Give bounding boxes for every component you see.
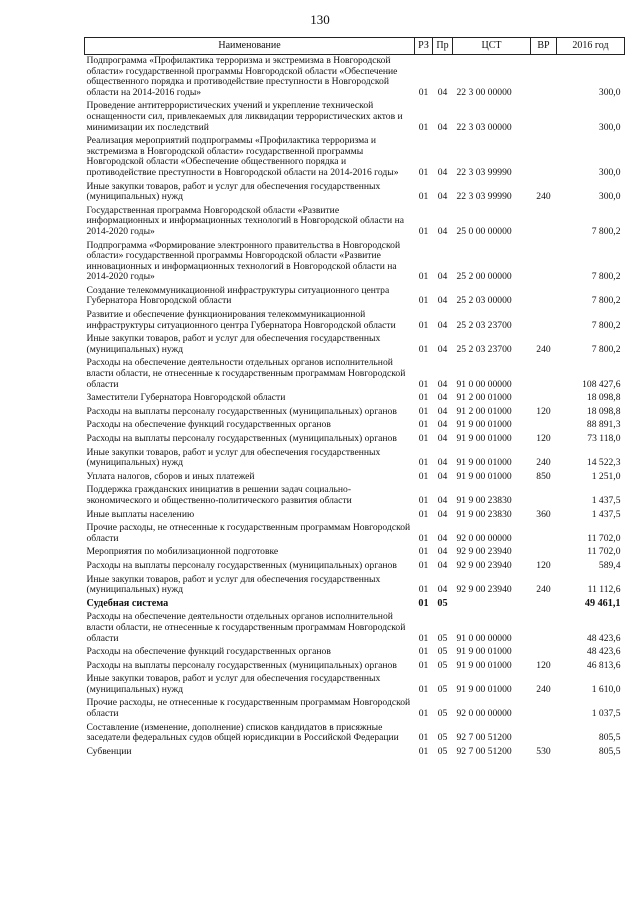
row-name: Расходы на обеспечение функций государственных органов xyxy=(86,419,331,431)
row-vr: 240 xyxy=(536,191,551,203)
row-vr: 240 xyxy=(536,343,551,355)
row-rz: 01 xyxy=(418,295,429,307)
row-vr: 240 xyxy=(536,584,551,596)
row-pr: 05 xyxy=(437,708,448,720)
row-amount: 48 423,6 xyxy=(586,632,621,644)
row-vr: 360 xyxy=(536,508,551,520)
row-amount: 1 610,0 xyxy=(591,683,621,695)
row-pr: 05 xyxy=(437,683,448,695)
row-name: Развитие и обеспечение функционирования телекоммуникационной инфраструктуры ситуационного центра Губернатора Новгородской области xyxy=(86,309,396,331)
row-amount: 1 437,5 xyxy=(591,508,621,520)
row-amount: 11 702,0 xyxy=(587,532,621,544)
row-name: Прочие расходы, не отнесенные к государственным программам Новгородской области xyxy=(86,697,411,720)
table-row xyxy=(85,205,625,240)
row-amount: 300,0 xyxy=(598,191,621,203)
row-rz: 01 xyxy=(418,225,429,237)
row-pr: 04 xyxy=(437,166,448,178)
row-pr: 04 xyxy=(437,508,448,520)
row-vr: 850 xyxy=(536,470,551,482)
row-cst: 91 2 00 01000 xyxy=(456,392,512,404)
row-name: Расходы на обеспечение деятельности отдельных органов исполнительной власти области, не отнесенные к государственным программам Новгородской области xyxy=(86,611,406,644)
row-rz: 01 xyxy=(418,392,429,404)
row-name: Расходы на выплаты персоналу государственных (муниципальных) органов xyxy=(86,559,397,571)
row-pr: 04 xyxy=(437,494,448,506)
row-pr: 04 xyxy=(437,457,448,469)
row-cst: 92 9 00 23940 xyxy=(456,584,512,596)
row-cst: 92 7 00 51200 xyxy=(456,745,512,757)
row-name: Иные закупки товаров, работ и услуг для обеспечения государственных (муниципальных) нужд xyxy=(86,180,381,203)
row-pr: 04 xyxy=(437,584,448,596)
row-rz: 01 xyxy=(418,532,429,544)
row-cst: 92 0 00 00000 xyxy=(456,532,512,544)
row-vr xyxy=(531,697,557,721)
table-row xyxy=(85,673,625,697)
row-pr: 04 xyxy=(437,419,448,431)
row-vr: 240 xyxy=(536,683,551,695)
table-row xyxy=(85,509,625,523)
table-row xyxy=(85,660,625,674)
row-rz: 01 xyxy=(418,343,429,355)
row-vr xyxy=(531,646,557,660)
table-body xyxy=(85,55,625,760)
row-cst xyxy=(453,598,531,612)
row-rz: 01 xyxy=(418,584,429,596)
row-pr: 04 xyxy=(437,378,448,390)
row-pr: 04 xyxy=(437,433,448,444)
row-vr: 240 xyxy=(536,457,551,469)
table-row xyxy=(85,392,625,406)
row-pr: 04 xyxy=(437,532,448,544)
row-pr: 04 xyxy=(437,392,448,404)
header-year: 2016 год xyxy=(557,38,625,55)
table-row xyxy=(85,181,625,205)
row-rz: 01 xyxy=(418,378,429,390)
header-rz: РЗ xyxy=(415,38,433,55)
row-name: Субвенции xyxy=(86,745,132,757)
table-row xyxy=(85,447,625,471)
row-rz: 01 xyxy=(418,271,429,283)
row-cst: 91 9 00 01000 xyxy=(456,683,512,695)
row-cst: 22 3 03 00000 xyxy=(456,121,512,133)
row-name: Судебная система xyxy=(86,597,169,609)
row-rz: 01 xyxy=(418,508,429,520)
row-pr: 05 xyxy=(437,597,448,609)
row-vr xyxy=(531,135,557,180)
row-amount: 1 037,5 xyxy=(591,708,621,720)
row-pr: 05 xyxy=(437,659,448,671)
row-vr xyxy=(531,240,557,285)
row-name: Заместители Губернатора Новгородской области xyxy=(86,392,286,404)
row-vr: 120 xyxy=(536,405,551,417)
row-amount: 48 423,6 xyxy=(586,646,621,658)
row-vr xyxy=(531,419,557,433)
table-row xyxy=(85,722,625,746)
row-vr: 120 xyxy=(536,559,551,571)
row-vr: 530 xyxy=(536,745,551,757)
row-amount: 73 118,0 xyxy=(587,433,621,444)
row-name: Иные закупки товаров, работ и услуг для обеспечения государственных (муниципальных) нужд xyxy=(86,333,381,355)
row-cst: 91 9 00 01000 xyxy=(456,470,512,482)
table-row xyxy=(85,746,625,760)
row-vr xyxy=(531,205,557,240)
row-cst: 91 9 00 01000 xyxy=(456,646,512,658)
row-name: Подпрограмма «Формирование электронного правительства в Новгородской области» государственной программы Новгородской области «Развитие инновационных и информационных технологий в Новгородской области на 2014-2020 годы» xyxy=(86,239,401,283)
row-cst: 25 2 00 00000 xyxy=(456,271,512,283)
budget-table xyxy=(84,37,625,759)
row-rz: 01 xyxy=(418,708,429,720)
row-rz: 01 xyxy=(418,646,429,658)
row-amount: 300,0 xyxy=(598,86,621,98)
table-row xyxy=(85,574,625,598)
page-number: 130 xyxy=(310,12,330,27)
row-vr: 120 xyxy=(536,659,551,671)
row-rz: 01 xyxy=(418,546,429,558)
row-amount: 300,0 xyxy=(598,121,621,133)
row-pr: 04 xyxy=(437,470,448,482)
row-amount: 1 251,0 xyxy=(591,470,621,482)
table-row xyxy=(85,406,625,420)
row-vr xyxy=(531,611,557,646)
row-rz: 01 xyxy=(418,86,429,98)
row-name: Уплата налогов, сборов и иных платежей xyxy=(86,470,255,482)
row-cst: 92 9 00 23940 xyxy=(456,546,512,558)
header-vr: ВР xyxy=(531,38,557,55)
row-rz: 01 xyxy=(418,319,429,331)
header-name: Наименование xyxy=(85,38,415,55)
row-amount: 18 098,8 xyxy=(586,392,621,404)
row-name: Иные закупки товаров, работ и услуг для обеспечения государственных (муниципальных) нужд xyxy=(86,573,381,596)
row-name: Создание телекоммуникационной инфраструктуры ситуационного центра Губернатора Новгородской области xyxy=(86,284,390,307)
row-rz: 01 xyxy=(418,745,429,757)
row-cst: 25 2 03 00000 xyxy=(456,295,512,307)
row-cst: 25 2 03 23700 xyxy=(456,343,512,355)
row-cst: 91 0 00 00000 xyxy=(456,378,512,390)
row-name: Иные закупки товаров, работ и услуг для обеспечения государственных (муниципальных) нужд xyxy=(86,446,381,469)
row-name: Мероприятия по мобилизационной подготовке xyxy=(86,546,279,558)
row-vr xyxy=(531,285,557,309)
row-rz: 01 xyxy=(418,470,429,482)
row-rz: 01 xyxy=(418,597,429,609)
row-cst: 25 2 03 23700 xyxy=(456,319,512,331)
row-vr xyxy=(531,357,557,392)
row-rz: 01 xyxy=(418,419,429,431)
row-cst: 91 0 00 00000 xyxy=(456,632,512,644)
row-vr xyxy=(531,55,557,101)
row-amount: 7 800,2 xyxy=(591,295,621,307)
table-header xyxy=(85,38,625,55)
row-amount: 14 522,3 xyxy=(586,457,621,469)
table-row xyxy=(85,100,625,135)
row-name: Иные закупки товаров, работ и услуг для обеспечения государственных (муниципальных) нужд xyxy=(86,673,381,695)
row-name: Расходы на выплаты персоналу государственных (муниципальных) органов xyxy=(86,405,397,417)
row-name: Составление (изменение, дополнение) списков кандидатов в присяжные заседатели федеральных судов общей юрисдикции в Российской Федерации xyxy=(86,721,399,744)
row-pr: 05 xyxy=(437,632,448,644)
table-row xyxy=(85,611,625,646)
row-cst: 91 9 00 01000 xyxy=(456,659,512,671)
row-pr: 04 xyxy=(437,343,448,355)
row-rz: 01 xyxy=(418,659,429,671)
table-row xyxy=(85,309,625,333)
header-cst: ЦСТ xyxy=(453,38,531,55)
row-pr: 04 xyxy=(437,546,448,558)
row-amount: 88 891,3 xyxy=(586,419,621,431)
row-cst: 22 3 03 99990 xyxy=(456,166,512,178)
row-rz: 01 xyxy=(418,732,429,744)
row-vr xyxy=(531,309,557,333)
table-row xyxy=(85,285,625,309)
row-rz: 01 xyxy=(418,494,429,506)
row-rz: 01 xyxy=(418,405,429,417)
row-rz: 01 xyxy=(418,433,429,444)
row-cst: 92 9 00 23940 xyxy=(456,559,512,571)
row-vr xyxy=(531,598,557,612)
row-amount: 11 702,0 xyxy=(587,546,621,558)
row-cst: 25 0 00 00000 xyxy=(456,225,512,237)
row-name: Подпрограмма «Профилактика терроризма и экстремизма в Новгородской области» государственной программы Новгородской области «Обеспечение общественного порядка и противодействие преступности в Новгородской области на 2014-2016 годы» xyxy=(86,55,398,98)
row-vr: 120 xyxy=(536,433,551,444)
row-rz: 01 xyxy=(418,683,429,695)
row-amount: 7 800,2 xyxy=(591,343,621,355)
table-row xyxy=(85,471,625,485)
row-name: Реализация мероприятий подпрограммы «Профилактика терроризма и экстремизма в Новгородской области» государственной программы Новгородской области «Обеспечение общественного порядка и противодействие преступности в Новгородской области на 2014-2016 годы» xyxy=(86,135,399,178)
row-pr: 04 xyxy=(437,319,448,331)
row-cst: 91 9 00 01000 xyxy=(456,433,512,444)
row-amount: 805,5 xyxy=(598,732,621,744)
row-rz: 01 xyxy=(418,457,429,469)
row-vr xyxy=(531,546,557,560)
table-row xyxy=(85,697,625,721)
row-pr: 04 xyxy=(437,559,448,571)
row-amount: 46 813,6 xyxy=(586,659,621,671)
table-row xyxy=(85,484,625,508)
row-amount: 49 461,1 xyxy=(584,597,621,609)
table-row xyxy=(85,240,625,285)
row-vr xyxy=(531,484,557,508)
row-name: Поддержка гражданских инициатив в решении задач социально-экономического и общественно-политического развития области xyxy=(86,484,352,506)
row-pr: 04 xyxy=(437,191,448,203)
row-rz: 01 xyxy=(418,191,429,203)
row-pr: 04 xyxy=(437,405,448,417)
row-name: Расходы на обеспечение функций государственных органов xyxy=(86,646,331,658)
row-cst: 91 9 00 01000 xyxy=(456,419,512,431)
table-row xyxy=(85,522,625,546)
row-rz: 01 xyxy=(418,121,429,133)
row-pr: 05 xyxy=(437,745,448,757)
row-cst: 91 9 00 01000 xyxy=(456,457,512,469)
table-row xyxy=(85,135,625,180)
row-amount: 7 800,2 xyxy=(591,225,621,237)
table-row xyxy=(85,333,625,357)
row-vr xyxy=(531,100,557,135)
table-row xyxy=(85,433,625,447)
row-amount: 805,5 xyxy=(598,745,621,757)
row-name: Расходы на выплаты персоналу государственных (муниципальных) органов xyxy=(86,433,397,444)
row-pr: 05 xyxy=(437,732,448,744)
row-name: Иные выплаты населению xyxy=(86,508,195,520)
row-vr xyxy=(531,722,557,746)
row-cst: 22 3 03 99990 xyxy=(456,191,512,203)
row-amount: 1 437,5 xyxy=(591,494,621,506)
row-cst: 91 9 00 23830 xyxy=(456,494,512,506)
row-name: Проведение антитеррористических учений и укрепление технической оснащенности сил, привлекаемых для ликвидации террористических актов и минимизации их последствий xyxy=(86,100,403,133)
row-amount: 11 112,6 xyxy=(587,584,621,596)
row-cst: 91 9 00 23830 xyxy=(456,508,512,520)
row-amount: 18 098,8 xyxy=(586,405,621,417)
row-pr: 04 xyxy=(437,295,448,307)
header-pr: Пр xyxy=(433,38,453,55)
table-row xyxy=(85,646,625,660)
table-row xyxy=(85,357,625,392)
table-row xyxy=(85,419,625,433)
row-pr: 05 xyxy=(437,646,448,658)
table-row xyxy=(85,560,625,574)
row-amount: 300,0 xyxy=(598,166,621,178)
row-name: Расходы на обеспечение деятельности отдельных органов исполнительной власти области, не отнесенные к государственным программам Новгородской области xyxy=(86,357,406,390)
row-pr: 04 xyxy=(437,121,448,133)
row-name: Прочие расходы, не отнесенные к государственным программам Новгородской области xyxy=(86,522,411,544)
row-pr: 04 xyxy=(437,271,448,283)
row-cst: 92 0 00 00000 xyxy=(456,708,512,720)
table-row xyxy=(85,546,625,560)
row-cst: 91 2 00 01000 xyxy=(456,405,512,417)
row-rz: 01 xyxy=(418,166,429,178)
table-row xyxy=(85,55,625,101)
row-rz: 01 xyxy=(418,559,429,571)
row-cst: 92 7 00 51200 xyxy=(456,732,512,744)
table-row xyxy=(85,598,625,612)
row-vr xyxy=(531,522,557,546)
row-amount: 7 800,2 xyxy=(591,319,621,331)
row-pr: 04 xyxy=(437,86,448,98)
row-amount: 7 800,2 xyxy=(591,271,621,283)
row-name: Государственная программа Новгородской области «Развитие информационных и информационных технологий в Новгородской области на 2014-2020 годы» xyxy=(86,204,404,237)
row-rz: 01 xyxy=(418,632,429,644)
row-amount: 589,4 xyxy=(598,559,621,571)
row-vr xyxy=(531,392,557,406)
row-amount: 108 427,6 xyxy=(582,378,621,390)
row-cst: 22 3 00 00000 xyxy=(456,86,512,98)
row-name: Расходы на выплаты персоналу государственных (муниципальных) органов xyxy=(86,659,397,671)
row-pr: 04 xyxy=(437,225,448,237)
